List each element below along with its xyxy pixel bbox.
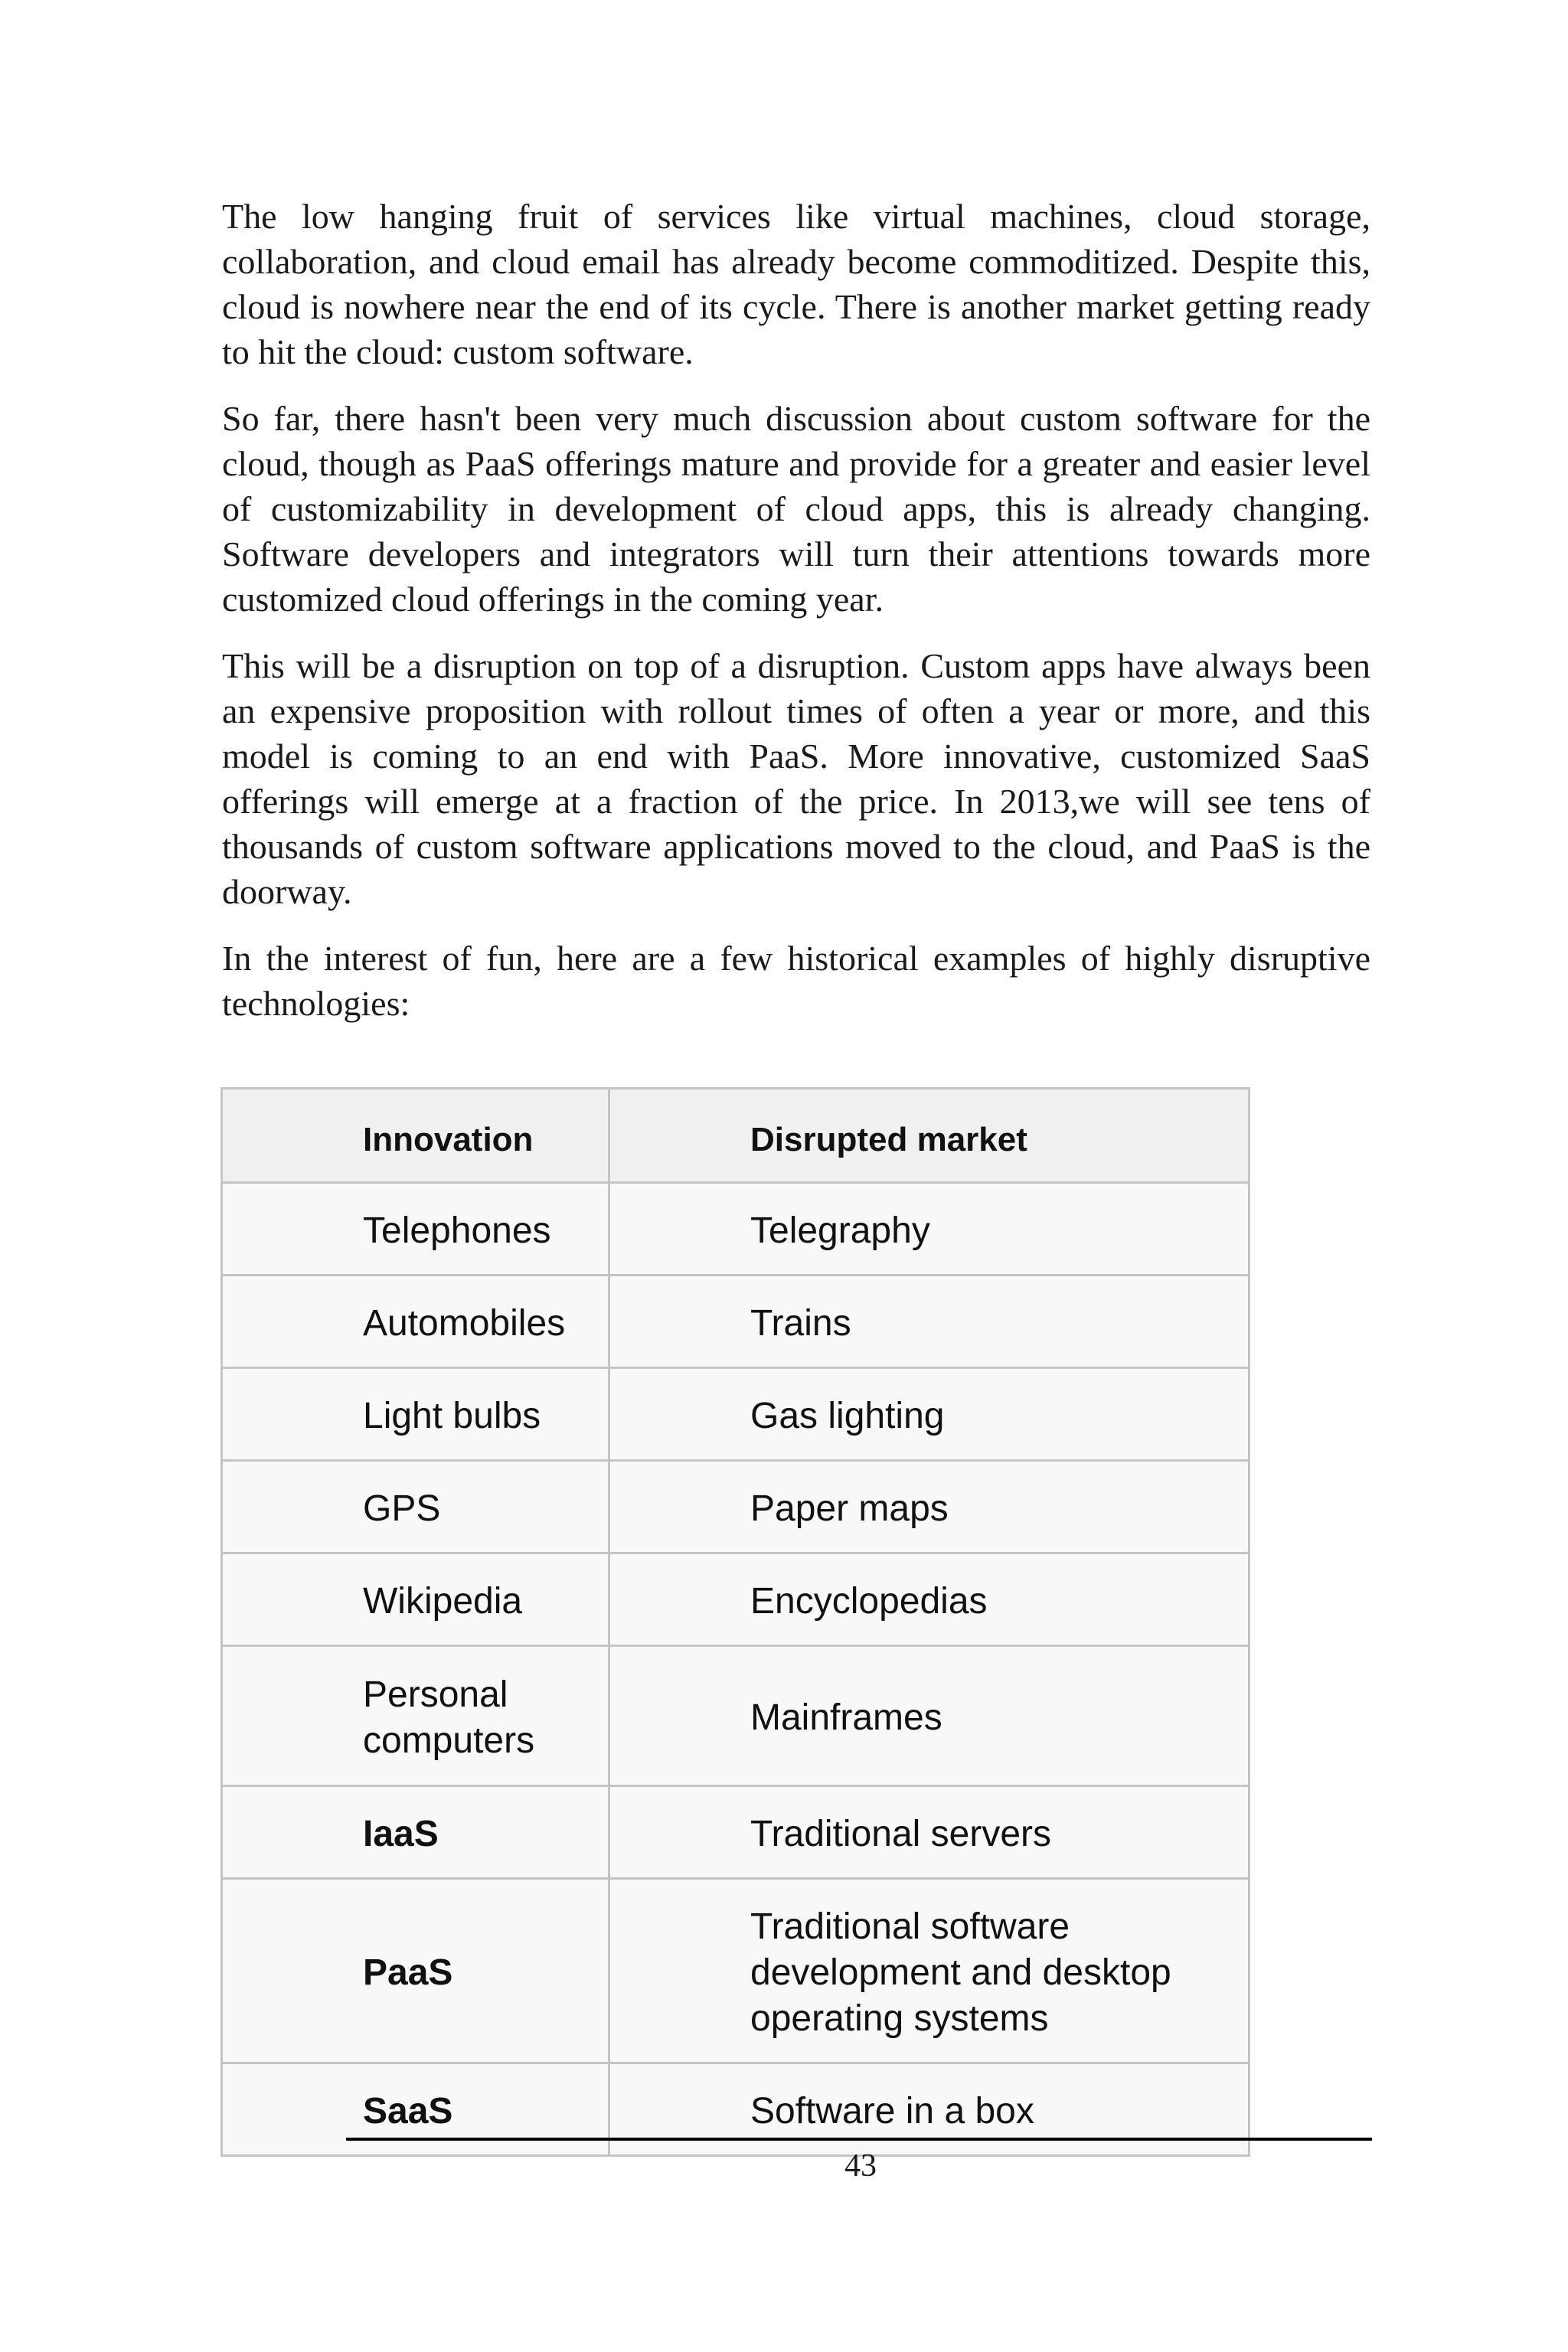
disruption-table bbox=[220, 1087, 1250, 2157]
innovation-cell: Light bulbs bbox=[222, 1368, 609, 1461]
market-cell: Trains bbox=[609, 1276, 1250, 1368]
innovation-cell: GPS bbox=[222, 1461, 609, 1553]
page-number: 43 bbox=[844, 2148, 877, 2184]
table-row bbox=[222, 1646, 1250, 1786]
market-cell: Gas lighting bbox=[609, 1368, 1250, 1461]
paragraph: This will be a disruption on top of a disruption. Custom apps have always been an expensive proposition with rollout times of often a year or more, and this model is coming to an end with PaaS. More innovative, customized SaaS offerings will emerge at a fraction of the price. In 2013,we will see tens of thousands of custom software applications moved to the cloud, and PaaS is the doorway. bbox=[222, 646, 1370, 911]
innovation-cell: IaaS bbox=[222, 1786, 609, 1879]
body-text bbox=[222, 194, 1370, 1047]
market-cell: Software in a box bbox=[609, 2063, 1250, 2156]
table-row bbox=[222, 1368, 1250, 1461]
paragraph: The low hanging fruit of services like virtual machines, cloud storage, collaboration, and cloud email has already become commoditized. Despite this, cloud is nowhere near the end of its cycle. There is another market getting ready to hit the cloud: custom software. bbox=[222, 197, 1370, 371]
paragraph: So far, there hasn't been very much discussion about custom software for the cloud, though as PaaS offerings mature and provide for a greater and easier level of customizability in development of cloud apps, this is already changing. Software developers and integrators will turn their attentions towards more customized cloud offerings in the coming year. bbox=[222, 399, 1370, 619]
header-disrupted-market: Disrupted market bbox=[609, 1089, 1250, 1183]
header-innovation: Innovation bbox=[222, 1089, 609, 1183]
table-row bbox=[222, 1183, 1250, 1276]
market-cell: Traditional software development and desktop operating systems bbox=[609, 1879, 1250, 2063]
table-header-row bbox=[222, 1089, 1250, 1183]
table-row bbox=[222, 1461, 1250, 1553]
paragraph: In the interest of fun, here are a few historical examples of highly disruptive technologies: bbox=[222, 939, 1370, 1023]
table-row bbox=[222, 2063, 1250, 2156]
footer-rule bbox=[346, 2138, 1372, 2141]
market-cell: Traditional servers bbox=[609, 1786, 1250, 1879]
innovation-cell: Personal computers bbox=[222, 1646, 609, 1786]
innovation-cell: Wikipedia bbox=[222, 1553, 609, 1646]
table-row bbox=[222, 1879, 1250, 2063]
innovation-cell: PaaS bbox=[222, 1879, 609, 2063]
market-cell: Encyclopedias bbox=[609, 1553, 1250, 1646]
innovation-cell: Automobiles bbox=[222, 1276, 609, 1368]
innovation-cell: Telephones bbox=[222, 1183, 609, 1276]
table-row bbox=[222, 1786, 1250, 1879]
market-cell: Mainframes bbox=[609, 1646, 1250, 1786]
market-cell: Paper maps bbox=[609, 1461, 1250, 1553]
innovation-cell: SaaS bbox=[222, 2063, 609, 2156]
market-cell: Telegraphy bbox=[609, 1183, 1250, 1276]
table-row bbox=[222, 1553, 1250, 1646]
table-row bbox=[222, 1276, 1250, 1368]
